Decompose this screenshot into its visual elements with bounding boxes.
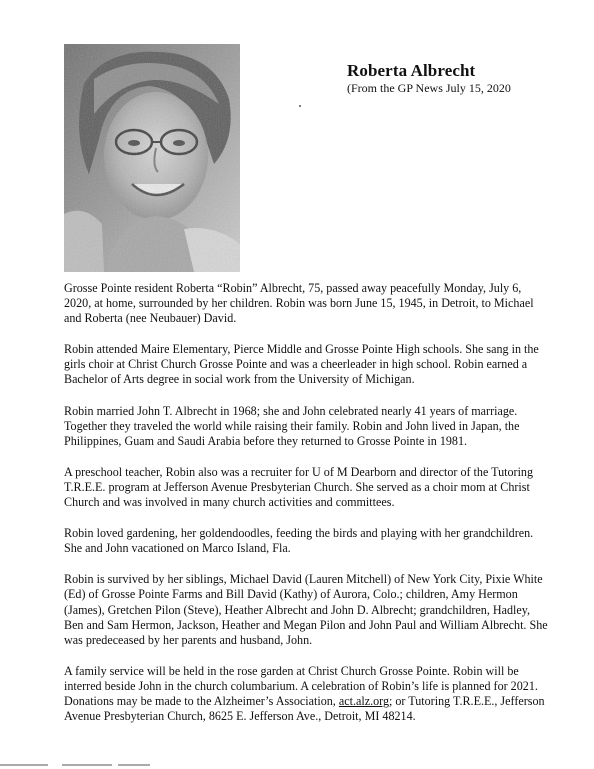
paragraph-intro: Grosse Pointe resident Roberta “Robin” Albrecht, 75, passed away peacefully Monday, July 6, 2020, at home, surrounded by her children. Robin was born June 15, 1945, in Detroit, to Michael and Roberta (nee Neubauer) David. [64,281,534,326]
service-text-end: ; or Tutoring T.R.E.E., Jefferson Avenue Presbyterian Church, 8625 E. Jefferson Ave., Detroit, MI 48214. [64,693,545,724]
service-text: A family service will be held in the rose garden at Christ Church Grosse Pointe. Robin will be interred beside John in the church columbarium. A celebration of Robin’s life is planned for 2021. Donations may be made to the Alzheimer’s Association, [64,663,538,708]
obituary-body [64,281,550,740]
paragraph-survivors: Robin is survived by her siblings, Michael David (Lauren Mitchell) of New York City, Pixie White (Ed) of Grosse Pointe Farms and Bill David (Kathy) of Aurora, Colo.; children, Amy Hermon (James), Gretchen Pilon (Steve), Heather Albrecht and John D. Albrecht; grandchildren, Hadley, Ben and Sam Hermon, Jackson, Heather and Megan Pilon and John Paul and William Albrecht. She was predeceased by her parents and husband, John. [64,572,548,647]
paragraph-education: Robin attended Maire Elementary, Pierce Middle and Grosse Pointe High schools. She sang in the girls choir at Christ Church Grosse Pointe and was a cheerleader in high school. Robin earned a Bachelor of Arts degree in social work from the University of Michigan. [64,342,539,387]
page-title: Roberta Albrecht [347,61,476,80]
scan-line-icon [0,761,594,769]
donation-link[interactable]: act.alz.org [338,693,389,708]
scan-footer-marks [0,761,594,769]
paragraph-service [64,664,550,724]
portrait-photo [64,44,240,272]
paragraph-marriage: Robin married John T. Albrecht in 1968; she and John celebrated nearly 41 years of marriage. Together they traveled the world while raising their family. Robin and John lived in Japan, the Philippines, Guam and Saudi Arabia before they returned to Grosse Pointe in 1981. [64,403,520,448]
scan-speck [299,105,301,107]
portrait-photo-icon [64,44,240,272]
source-note: (From the GP News July 15, 2020 [347,81,511,95]
paragraph-hobbies: Robin loved gardening, her goldendoodles, feeding the birds and playing with her grandchildren. She and John vacationed on Marco Island, Fla. [64,526,534,556]
paragraph-career: A preschool teacher, Robin also was a recruiter for U of M Dearborn and director of the Tutoring T.R.E.E. program at Jefferson Avenue Presbyterian Church. She served as a choir mom at Christ Church and was involved in many church activities and committees. [64,464,534,510]
header [347,60,577,96]
